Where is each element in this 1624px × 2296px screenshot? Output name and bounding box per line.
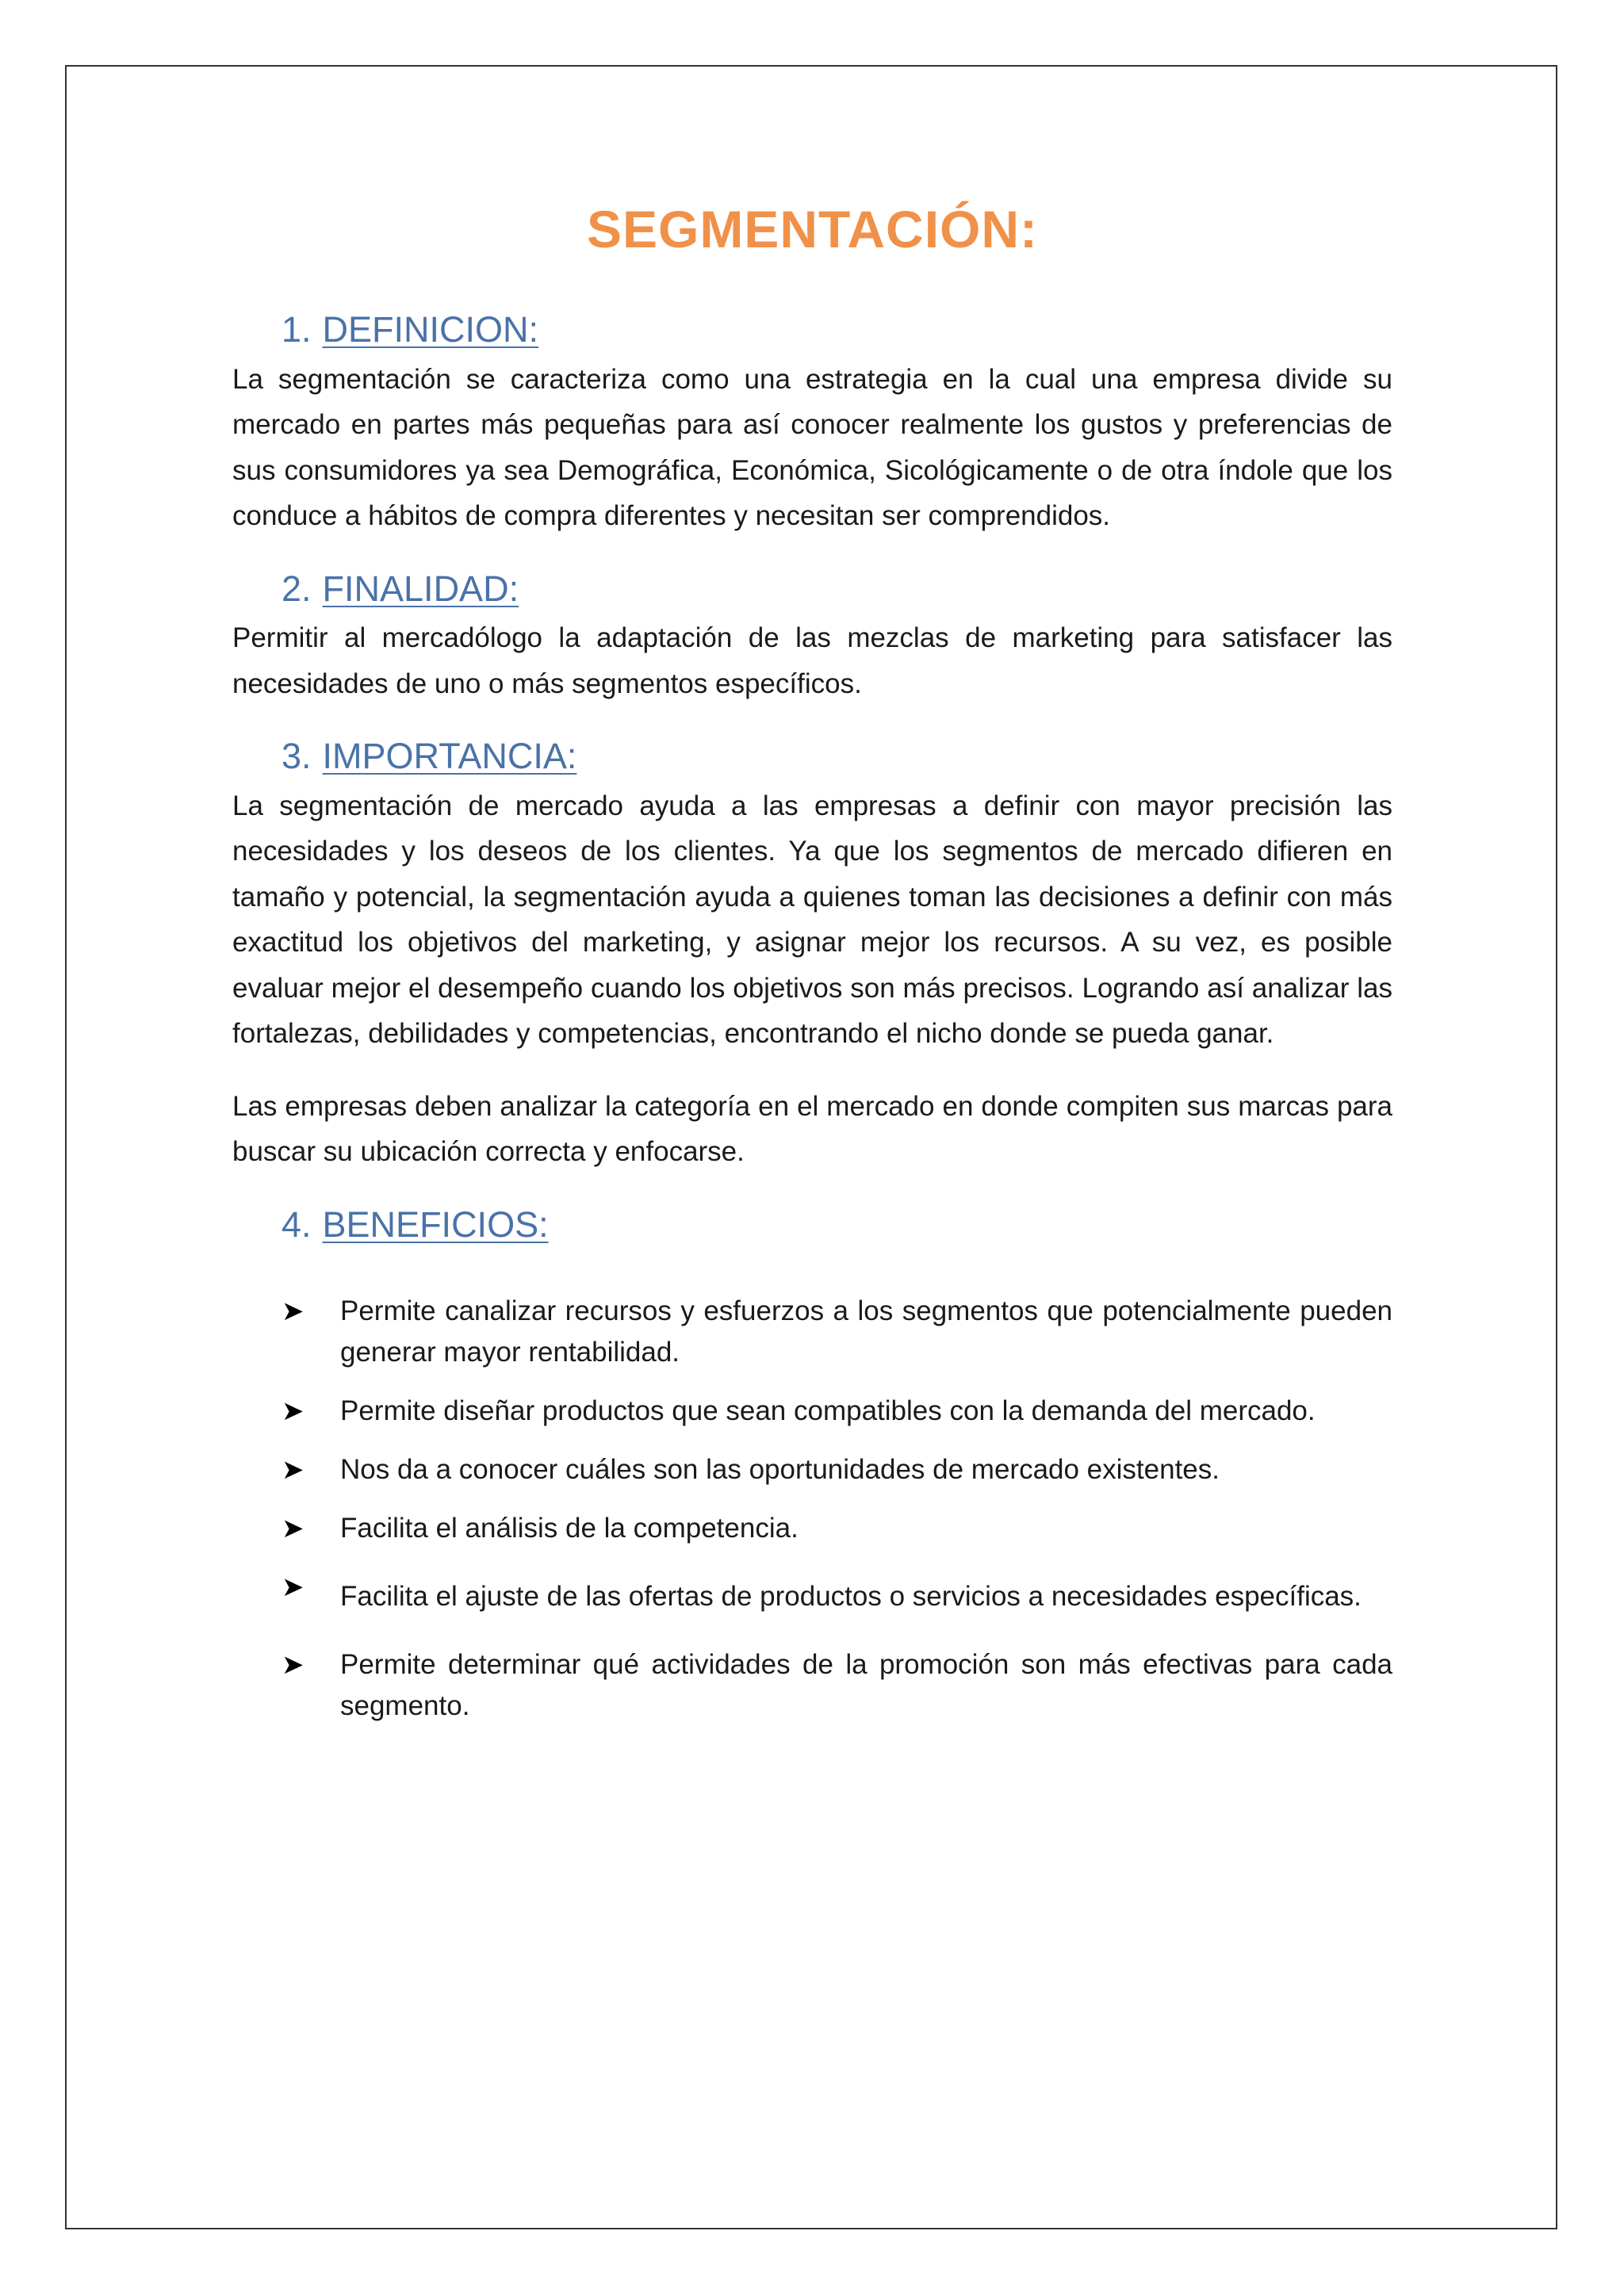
list-item-text: Facilita el análisis de la competencia. (340, 1513, 799, 1544)
paragraph-finalidad: Permitir al mercadólogo la adaptación de las mezclas de marketing para satisfacer las necesidades de uno o más segmentos específicos. (232, 622, 1392, 699)
paragraph-definicion: La segmentación se caracteriza como una estrategia en la cual una empresa divide su mercado en partes más pequeñas para así conocer realmente los gustos y preferencias de sus consumidores ya sea Demográfica, Económica, Sicológicamente o de otra índole que los conduce a hábitos de compra diferentes y necesitan ser comprendidos. (232, 363, 1392, 532)
list-item (232, 1644, 1392, 1727)
list-item-text: Permite canalizar recursos y esfuerzos a los segmentos que potencialmente pueden generar mayor rentabilidad. (340, 1295, 1392, 1368)
section-number: 1. (282, 309, 312, 350)
arrowhead-bullet-icon: ➤ (282, 1571, 304, 1604)
arrowhead-bullet-icon: ➤ (282, 1513, 304, 1545)
section-heading-beneficios (282, 1202, 1392, 1249)
list-item (232, 1567, 1392, 1627)
section-number: 2. (282, 568, 312, 609)
list-item (232, 1291, 1392, 1373)
document-body (232, 198, 1392, 1744)
list-item (232, 1508, 1392, 1549)
section-number: 4. (282, 1203, 312, 1245)
paragraph-importancia-1: La segmentación de mercado ayuda a las empresas a definir con mayor precisión las necesidades y los deseos de los clientes. Ya que los segmentos de mercado difieren en tamaño y potencial, la segmentación ayuda a quienes toman las decisiones a definir con más exactitud los objetivos del marketing, y asignar mejor los recursos. A su vez, es posible evaluar mejor el desempeño cuando los objetivos son más precisos. Logrando así analizar las fortalezas, debilidades y competencias, encontrando el nicho donde se pueda ganar. (232, 790, 1392, 1050)
section-heading-finalidad (282, 566, 1392, 613)
section-heading-importancia (282, 733, 1392, 780)
section-title: FINALIDAD: (322, 568, 519, 609)
arrowhead-bullet-icon: ➤ (282, 1295, 304, 1328)
arrowhead-bullet-icon: ➤ (282, 1395, 304, 1428)
list-item-text: Nos da a conocer cuáles son las oportunidades de mercado existentes. (340, 1454, 1220, 1486)
list-item-text: Facilita el ajuste de las ofertas de productos o servicios a necesidades específicas. (340, 1581, 1362, 1613)
section-number: 3. (282, 736, 312, 777)
page-title: SEGMENTACIÓN: (586, 200, 1039, 258)
list-item (232, 1391, 1392, 1432)
list-item-text: Permite determinar qué actividades de la promoción son más efectivas para cada segmento. (340, 1649, 1392, 1722)
section-title: DEFINICION: (322, 309, 539, 350)
list-item-text: Permite diseñar productos que sean compatibles con la demanda del mercado. (340, 1395, 1316, 1427)
paragraph-importancia-2: Las empresas deben analizar la categoría en el mercado en donde compiten sus marcas para buscar su ubicación correcta y enfocarse. (232, 1090, 1392, 1168)
section-heading-definicion (282, 307, 1392, 354)
benefits-list (232, 1291, 1392, 1727)
arrowhead-bullet-icon: ➤ (282, 1454, 304, 1487)
section-title: IMPORTANCIA: (322, 736, 577, 777)
arrowhead-bullet-icon: ➤ (282, 1649, 304, 1682)
list-item (232, 1449, 1392, 1490)
section-title: BENEFICIOS: (322, 1203, 549, 1245)
